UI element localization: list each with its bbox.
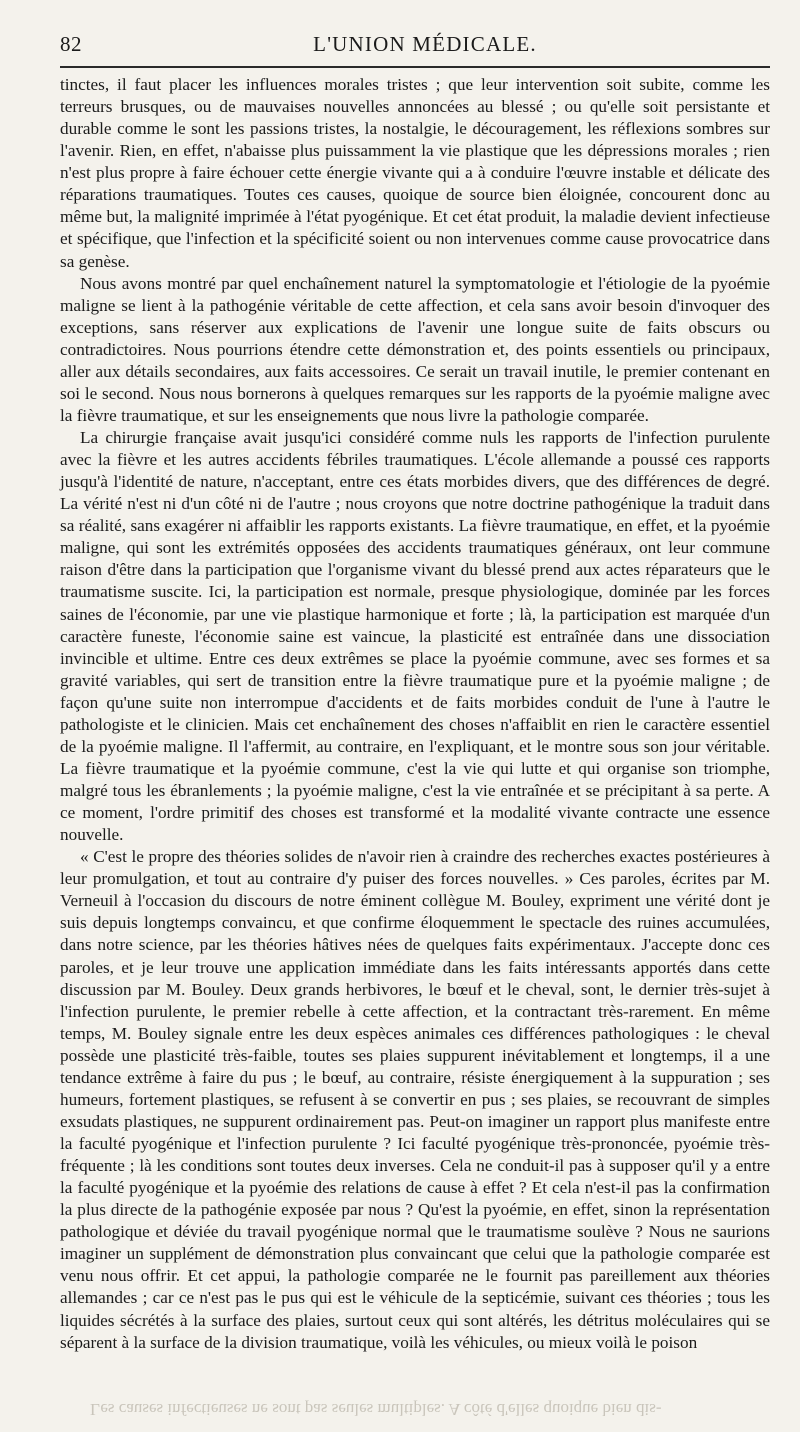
page-number: 82 [60, 32, 82, 56]
running-head [60, 28, 770, 62]
bleed-through-text: Les causes infectieuses ne sont pas seules multiples. A côté d'elles quoique bien dis- [90, 1400, 662, 1419]
journal-title: L'UNION MÉDICALE. [313, 32, 537, 56]
article-body [60, 74, 770, 1354]
paragraph-3: La chirurgie française avait jusqu'ici considéré comme nuls les rapports de l'infection purulente avec la fièvre et les autres accidents fébriles traumatiques. L'école allemande a poussé ces rapports jusqu'à l'identité de nature, n'acceptant, entre ces états morbides divers, que des différences de degré. La vérité n'est ni d'un côté ni de l'autre ; nous croyons que notre doctrine pathogénique la traduit dans sa réalité, sans exagérer ni affaiblir les rapports existants. La fièvre traumatique, en effet, et la pyoémie maligne, qui sont les extrémités opposées des accidents traumatiques généraux, ont leur commune raison d'être dans la participation que l'organisme vivant du blessé prend aux actes réparateurs que le traumatisme suscite. Ici, la participation est normale, presque physiologique, dominée par les forces saines de l'économie, par une vie plastique harmonique et forte ; là, la participation est marquée d'un caractère funeste, l'économie saine est vaincue, la plasticité est entraînée dans une dissociation invincible et ultime. Entre ces deux extrêmes se place la pyoémie commune, avec ses formes et sa gravité variables, qui sert de transition entre la fièvre traumatique pure et la pyoémie maligne ; de façon qu'une suite non interrompue d'accidents et de faits morbides conduit de l'une à l'autre le pathologiste et le clinicien. Mais cet enchaînement des choses n'affaiblit en rien le caractère essentiel de la pyoémie maligne. Il l'affermit, au contraire, en l'expliquant, et le montre sous son jour véritable. La fièvre traumatique et la pyoémie commune, c'est la vie qui lutte et qui organise son triomphe, malgré tous les ébranlements ; la pyoémie maligne, c'est la vie entraînée et se précipitant à sa perte. A ce moment, l'ordre primitif des choses est transformé et la modalité vivante contracte une essence nouvelle. [60, 428, 770, 845]
header-rule [60, 66, 770, 68]
paragraph-2: Nous avons montré par quel enchaînement naturel la symptomatologie et l'étiologie de la pyoémie maligne se lient à la pathogénie véritable de cette affection, et cela sans avoir besoin d'invoquer des exceptions, sans réserver aux explications de l'avenir une longue suite de faits obscurs ou contradictoires. Nous pourrions étendre cette démonstration et, des points essentiels ou principaux, aller aux détails secondaires, aux faits accessoires. Ce serait un travail inutile, le premier contenant en soi le second. Nous nous bornerons à quelques remarques sur les rapports de la pyoémie maligne avec la fièvre traumatique, et sur les enseignements que nous livre la pathologie comparée. [60, 273, 770, 425]
paragraph-4: « C'est le propre des théories solides de n'avoir rien à craindre des recherches exactes postérieures à leur promulgation, et tout au contraire d'y puiser des forces nouvelles. » Ces paroles, écrites par M. Verneuil à l'occasion du discours de notre éminent collègue M. Bouley, expriment une vérité dont je suis depuis longtemps convaincu, et que confirme éloquemment le spectacle des ruines accumulées, dans notre science, par les théories hâtives nées de quelques faits expérimentaux. J'accepte donc ces paroles, et je leur trouve une application immédiate dans les faits intéressants apportés dans cette discussion par M. Bouley. Deux grands herbivores, le bœuf et le cheval, sont, le dernier très-sujet à l'infection purulente, le premier rebelle à cette affection, et la contractant très-rarement. En même temps, M. Bouley signale entre les deux espèces animales ces différences pathologiques : le cheval possède une plasticité très-faible, toutes ses plaies suppurent inévitablement et longtemps, il a une tendance extrême à faire du pus ; le bœuf, au contraire, résiste énergiquement à la suppuration ; ses humeurs, fortement plastiques, se refusent à se convertir en pus ; ses plaies, se recouvrant de simples exsudats plastiques, ne suppurent ordinairement pas. Peut-on imaginer un rapport plus manifeste entre la faculté pyogénique et l'infection purulente ? Ici faculté pyogénique très-prononcée, pyoémie très-fréquente ; là les conditions sont toutes deux inverses. Cela ne conduit-il pas à supposer qu'il y a entre la faculté pyogénique et la pyoémie des relations de cause à effet ? Et cela n'est-il pas la confirmation la plus directe de la pathogénie exposée par nous ? Qu'est la pyoémie, en effet, sinon la représentation pathologique et déviée du travail pyogénique normal que le traumatisme soulève ? Nous ne saurions imaginer un supplément de démonstration plus convaincant que celui que la pathologie comparée est venu nous offrir. Et cet appui, la pathologie comparée ne le fournit pas pareillement aux théories allemandes ; car ce n'est pas le pus qui est le véhicule de la septicémie, suivant ces théories ; tous les liquides sécrétés à la surface des plaies, surtout ceux qui sont altérés, les détritus moléculaires qui se séparent à la surface de la division traumatique, voilà les véhicules, ou mieux voilà le poison [60, 847, 770, 1352]
paragraph-1: tinctes, il faut placer les influences morales tristes ; que leur intervention soit subite, comme les terreurs brusques, ou de mauvaises nouvelles annoncées au blessé ; ou qu'elle soit persistante et durable comme le sont les passions tristes, la nostalgie, le découragement, les réflexions sombres sur l'avenir. Rien, en effet, n'abaisse plus puissamment la vie plastique que les dépressions morales ; rien n'est plus propre à faire échouer cette énergie vivante qui a à conduire l'œuvre instable et délicate des réparations traumatiques. Toutes ces causes, quoique de source bien éloignée, concourent donc au même but, la malignité imprimée à l'état pyogénique. Et cet état produit, la maladie devient infectieuse et spécifique, que l'infection et la spécificité soient ou non intervenues comme cause provocatrice dans sa genèse. [60, 75, 770, 271]
